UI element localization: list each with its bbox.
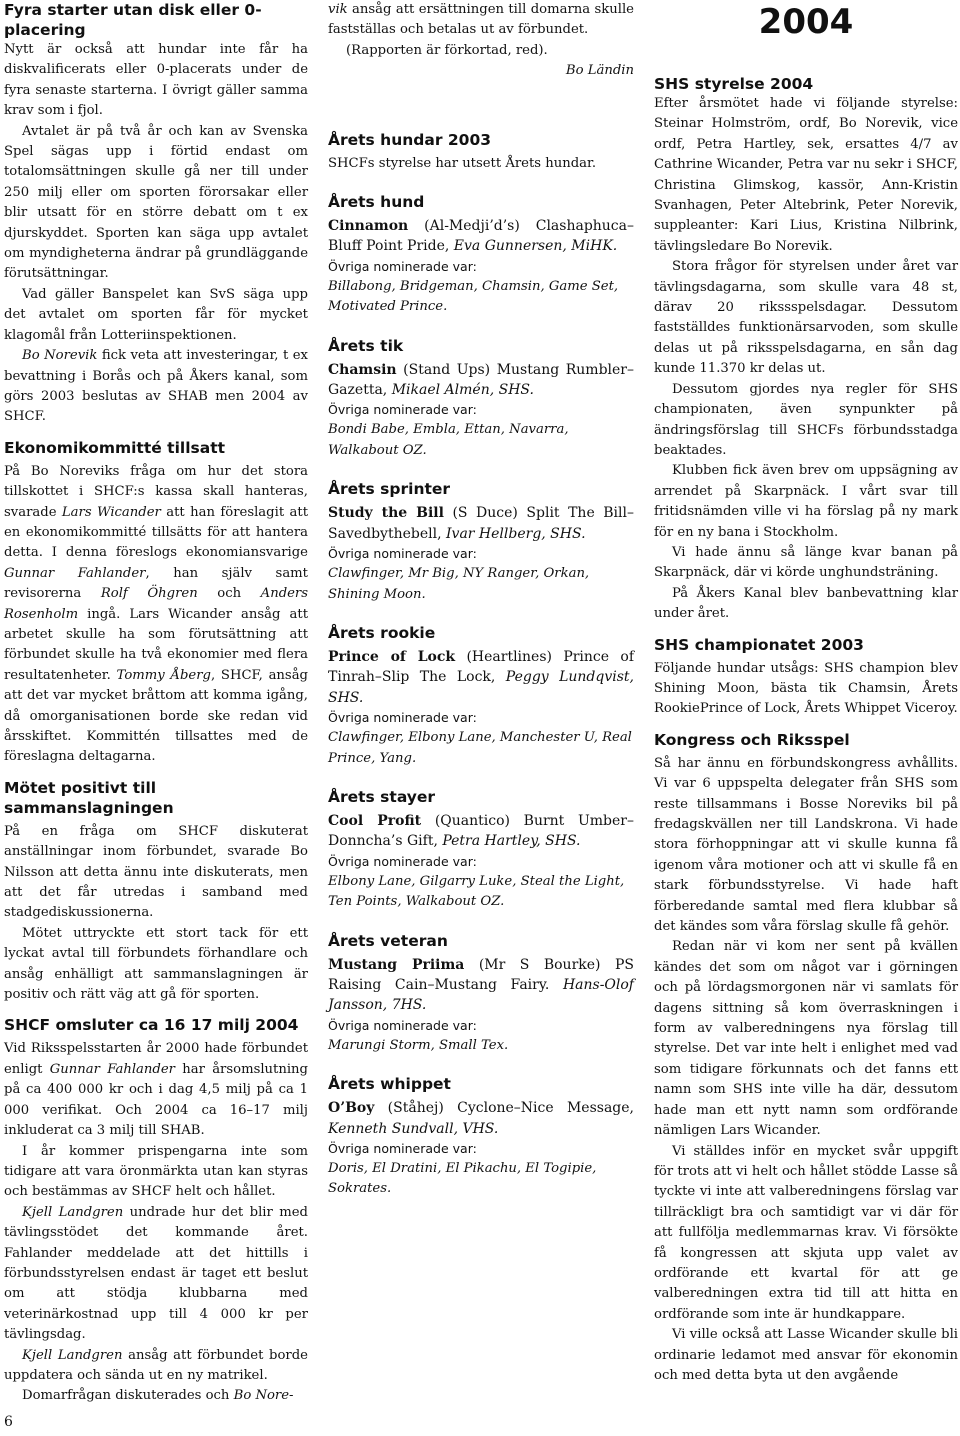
dog-name: Study the Bill: [328, 505, 444, 522]
paragraph: [328, 0, 634, 41]
paragraph: Vi ställdes inför en mycket svår uppgift för trots att vi helt och hållet stödde Lasse så tyckte vi inte att valberedningens förslag var tillräckligt bra och samtidigt var vi där för att fullfölja medlemmarnas krav. Vi försökte få kongressen att skjuta upp valet av ordförande ett kvartal för att ge valberedningen extra tid till att hitta en ordförande som inte är hundkappare.: [654, 1143, 958, 1322]
other-nominees-label: Övriga nominerade var:: [328, 853, 477, 869]
text-run: har årsomslutning på ca 400 000 kr och i dag 4,5 milj på ca 1 000 verifikat. Och 2004 ca 16–17 milj inkluderat ca 3 milj till SHAB.: [4, 1061, 308, 1139]
other-nominees: Elbony Lane, Gilgarry Luke, Steal the Light, Ten Points, Walkabout OZ.: [328, 873, 625, 910]
award-title: Årets hund: [328, 193, 425, 212]
paragraph: På en fråga om SHCF diskuterat anställningar inom förbundet, svarade Bo Nilsson att detta ännu inte diskuterats, men att det får utredas i samband med stadgediskussionerna.: [4, 823, 308, 921]
pedigree: (Al-Medji’d’s) Clashaphuca– Bluff Point Pride,: [328, 218, 634, 255]
person-name: Lars Wicander: [61, 504, 161, 520]
award-block: [328, 479, 634, 605]
award-winner: [328, 955, 634, 1016]
person-name: Kjell Landgren: [22, 1347, 123, 1363]
award-title: Årets sprinter: [328, 480, 451, 499]
text-run: undrade hur det blir med tävlingsstödet det kommande året. Fahlander meddelade att det hittills i förbundsstyrelsen endast är taget ett beslut om att stödja klubbarna med veterinärkostnad upp till 4 000 kr per tävlingsdag.: [4, 1204, 308, 1343]
paragraph: Vi ville också att Lasse Wicander skulle bli ordinarie ledamot med ansvar för ekonomin och med detta byta ut den avgående: [654, 1327, 958, 1383]
heading-kongress: Kongress och Riksspel: [654, 730, 850, 749]
dog-name: Prince of Lock: [328, 648, 456, 665]
owner: Hans-Olof Jansson, 7HS.: [328, 976, 634, 1014]
other-nominees-label: Övriga nominerade var:: [328, 258, 477, 274]
dog-name: O’Boy: [328, 1100, 375, 1117]
heading-shcf-omsluter: SHCF omsluter ca 16 17 milj 2004: [4, 1016, 299, 1035]
award-title: Årets veteran: [328, 931, 448, 950]
award-title: Årets rookie: [328, 623, 436, 642]
award-block: [328, 931, 634, 1057]
text-run: Domarfrågan diskuterades och: [22, 1388, 234, 1404]
paragraph: SHCFs styrelse har utsett Årets hundar.: [328, 155, 597, 171]
heading-arets-hundar: Årets hundar 2003: [328, 130, 492, 149]
text-run: ansåg att förbundet borde uppdatera och sända ut en ny matrikel.: [4, 1347, 308, 1383]
awards-list: [328, 192, 634, 1200]
heading-styrelse: SHS styrelse 2004: [654, 75, 814, 93]
year-heading: 2004: [758, 2, 854, 42]
paragraph: [4, 462, 308, 768]
paragraph: I år kommer prispengarna inte som tidigare att vara öronmärkta utan kan styras och bestämmas av SHCF helt och hållet.: [4, 1143, 308, 1200]
paragraph: Mötet uttryckte ett stort tack för ett lyckat avtal till förbundets förhandlare och ansåg enhälligt att sammanslagningen är positiv och rätt väg att gå för sporten.: [4, 925, 308, 1003]
other-nominees: Marungi Storm, Small Tex.: [328, 1037, 509, 1053]
award-block: [328, 1074, 634, 1200]
person-name: Bo Nore-: [233, 1388, 294, 1404]
person-name: vik: [328, 2, 348, 17]
paragraph: Efter årsmötet hade vi följande styrelse: Steinar Holmström, ordf, Bo Norevik, vice ordf, Petra Hartley, sek, ersattes 4/7 av Cathrine Wicander, Petra var nu sekr i SHCF, Christina Glimskog, kassör, Ann-Kristin Svanhagen, Peter Altebrink, Peter Norevik, suppleanter: Kari Lius, Kristina Nilbrink, tävlingsledare Bo Norevik.: [654, 96, 958, 254]
pedigree: (Heartlines) Prince of Tinrah–Slip The Lock,: [328, 648, 634, 686]
column-3: [654, 0, 958, 1386]
paragraph: Klubben fick även brev om uppsägning av arrendet på Skarpnäck. I vårt svar till fritidsnämden ville vi ha förslag på ny mark för en ny bana i Stockholm.: [654, 463, 958, 540]
paragraph: [4, 1039, 308, 1141]
person-name: Kjell Landgren: [22, 1204, 124, 1220]
owner: Mikael Almén, SHS.: [391, 382, 534, 399]
person-name: Rolf Öhgren: [100, 586, 198, 602]
award-block: [328, 623, 634, 769]
other-nominees: Bondi Babe, Embla, Ettan, Navarra, Walkabout OZ.: [328, 422, 569, 458]
text-run: och: [197, 586, 261, 602]
person-name: Anders Rosenholm: [4, 586, 309, 622]
pedigree: (S Duce) Split The Bill– Savedbythebell,: [328, 505, 634, 542]
other-nominees-label: Övriga nominerade var:: [328, 1017, 477, 1033]
award-title: Årets stayer: [328, 787, 436, 806]
other-nominees: Billabong, Bridgeman, Chamsin, Game Set, Motivated Prince.: [328, 278, 619, 315]
paragraph: [4, 1203, 308, 1346]
dog-name: Cool Profit: [328, 812, 422, 829]
paragraph: (Rapporten är förkortad, red).: [346, 42, 548, 58]
award-title: Årets whippet: [328, 1075, 451, 1094]
text-run: ingå. Lars Wicander ansåg att arbetet skulle ha som förutsättning att förbundet skulle ha två ekonomier med flera resultatenheter.: [4, 606, 308, 683]
page-number: 6: [4, 1414, 13, 1430]
pedigree: (Stand Ups) Mustang Rumbler– Gazetta,: [328, 361, 634, 399]
paragraph: Följande hundar utsågs: SHS champion blev Shining Moon, bästa tik Chamsin, Årets RookiePrince of Lock, Årets Whippet Viceroy.: [654, 660, 958, 717]
other-nominees: Doris, El Dratini, El Pikachu, El Togipie, Sokrates.: [328, 1161, 597, 1197]
text-run: , SHCF, ansåg att det var mycket bråttom att komma igång, då omorganisationen borde ske redan vid årsskiftet. Kommittén tillsattes med de föreslagna deltagarna.: [4, 667, 308, 765]
heading-motet-positivt: Mötet positivt till sammanslagningen: [4, 778, 174, 817]
award-block: [328, 192, 634, 318]
text-run: Vid Riksspelsstarten år 2000 hade förbundet enligt: [4, 1041, 308, 1077]
award-winner: [328, 1098, 634, 1139]
other-nominees-label: Övriga nominerade var:: [328, 1141, 477, 1156]
paragraph: Nytt är också att hundar inte får ha diskvalificerats eller 0-placerats under de fyra senaste starterna. I övrigt gäller samma krav som i fjol.: [4, 42, 308, 119]
award-winner: [328, 216, 634, 257]
person-name: Tommy Åberg: [116, 667, 211, 683]
owner: Ivar Hellberg, SHS.: [446, 525, 586, 542]
owner: Eva Gunnersen, MiHK.: [453, 238, 618, 255]
column-1: [4, 0, 308, 1407]
award-winner: [328, 647, 634, 708]
pedigree: (Quantico) Burnt Umber– Donncha’s Gift,: [328, 812, 634, 850]
pedigree: (Mr S Bourke) PS Raising Cain–Mustang Fairy.: [328, 956, 634, 993]
other-nominees-label: Övriga nominerade var:: [328, 546, 477, 562]
award-block: [328, 336, 634, 462]
heading-championatet: SHS championatet 2003: [654, 635, 864, 654]
dog-name: Cinnamon: [328, 218, 409, 235]
person-name: Gunnar Fahlander: [49, 1061, 175, 1077]
owner: Peggy Lundqvist, SHS.: [328, 669, 635, 706]
paragraph: Så har ännu en förbundskongress avhållits. Vi var 6 uppspelta delegater från SHS som reste tillsammans i Bosse Noreviks bil på fredagskvällen ner till Landskrona. Vi hade stora förhoppningar att vi skulle kunna få igenom våra motioner och att vi skulle få en stark förbundsstyrelse. Vi hade haft förberedande samtal med flera klubbar så det kändes som våra förslag skulle få gehör.: [654, 755, 958, 935]
dog-name: Chamsin: [328, 361, 397, 378]
column-2: [328, 0, 634, 1200]
award-winner: [328, 360, 634, 401]
paragraph: Vad gäller Banspelet kan SvS säga upp det avtalet om sporten får för mycket klagomål från Lotteriinspektionen.: [4, 286, 308, 343]
text-run: fick veta att investeringar, t ex bevattning i Borås och på Åkers kanal, som görs 2003 beslutas av SHAB men 2004 av SHCF.: [4, 348, 308, 425]
paragraph: [4, 346, 308, 428]
other-nominees: Clawfinger, Elbony Lane, Manchester U, Real Prince, Yang.: [328, 730, 632, 766]
text-run: , han själv samt revisorerna: [4, 565, 308, 602]
paragraph: [4, 1386, 308, 1406]
heading-ekonomikommitte: Ekonomikommitté tillsatt: [4, 438, 226, 457]
person-name: Bo Norevik: [22, 348, 98, 364]
award-winner: [328, 503, 634, 544]
other-nominees: Clawfinger, Mr Big, NY Ranger, Orkan, Shining Moon.: [328, 566, 590, 602]
pedigree: (Ståhej) Cyclone–Nice Message,: [374, 1100, 634, 1117]
owner: Kenneth Sundvall, VHS.: [328, 1120, 499, 1137]
signature: Bo Ländin: [565, 63, 634, 79]
paragraph: Avtalet är på två år och kan av Svenska Spel sägas upp i förtid endast om totalomsättningen skulle gå ner till under 250 milj eller om sporten förorsakar eller blir utsatt för en större debatt om t ex djurskyddet. Sporten kan säga upp avtalet om myndigheterna ändrar på grundläggande förutsättningar.: [4, 123, 308, 282]
dog-name: Mustang Priima: [328, 956, 465, 973]
award-winner: [328, 811, 634, 852]
text-run: ansåg att ersättningen till domarna skulle fastställas och betalas ut av förbundet.: [328, 2, 634, 38]
owner: Petra Hartley, SHS.: [442, 833, 581, 850]
award-title: Årets tik: [328, 336, 404, 355]
text-run: att han föreslagit att en ekonomikommitté tillsätts för att hantera detta. I denna föreslogs ekonomiansvarige: [4, 504, 308, 561]
paragraph: Redan när vi kom ner sent på kvällen kändes det som om något var i görningen och på lördagsmorgonen när vi samlats för dagens sittning så kom överraskningen i form av valberedningens nya förslag till styrelse. Det var inte helt i enlighet med vad som tidigare förkunnats och det fanns ett namn som SHS inte ville ha där, dessutom hade man ett nytt namn som ordförande nämligen Lars Wicander.: [654, 939, 958, 1139]
paragraph: Dessutom gjordes nya regler för SHS championaten, även synpunkter på ändringsförslag till SHCFs förbundsstadga beaktades.: [654, 381, 958, 458]
heading-fyra-starter: Fyra starter utan disk eller 0-placering: [4, 1, 262, 39]
paragraph: Vi hade ännu så länge kvar banan på Skarpnäck, där vi körde unghundsträning.: [654, 544, 958, 581]
paragraph: Stora frågor för styrelsen under året var tävlingsdagarna, som skulle vara 48 st, därav 20 rikssspelsdagar. Dessutom fastställdes funktionärsarvoden, som skulle delas ut på riksspelsdagarna, en sån dag kunde 11.370 kr delas ut.: [654, 259, 958, 377]
other-nominees-label: Övriga nominerade var:: [328, 402, 477, 418]
text-run: På Bo Noreviks fråga om hur det stora tillskottet i SHCF:s kassa skall hanteras, svarade: [4, 463, 308, 520]
award-block: [328, 787, 634, 913]
person-name: Gunnar Fahlander: [4, 565, 146, 581]
other-nominees-label: Övriga nominerade var:: [328, 710, 477, 726]
paragraph: [4, 1346, 308, 1387]
paragraph: På Åkers Kanal blev banbevattning klar under året.: [654, 585, 958, 622]
